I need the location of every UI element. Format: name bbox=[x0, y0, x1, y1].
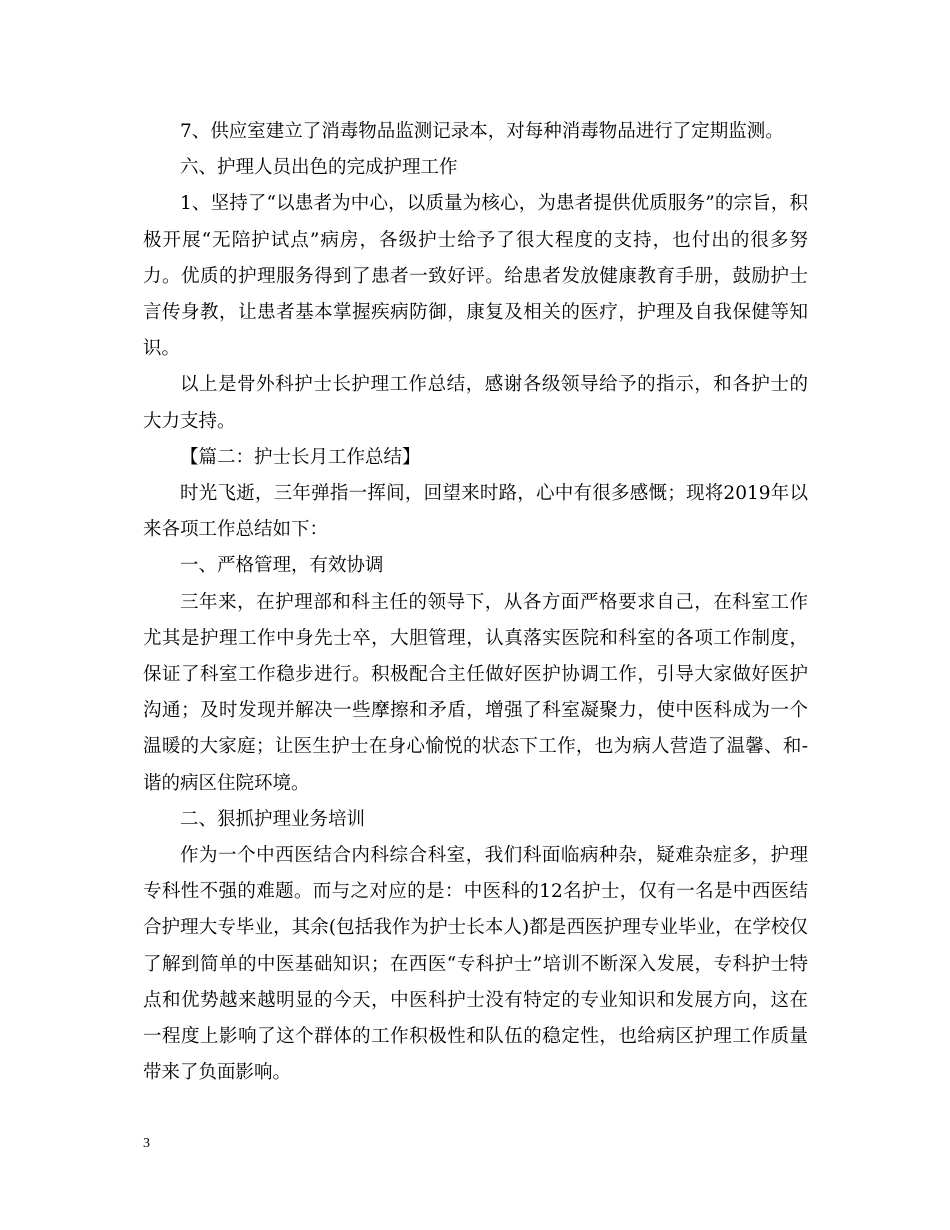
paragraph-summary-thanks: 以上是骨外科护士长护理工作总结，感谢各级领导给予的指示，和各护士的大力支持。 bbox=[143, 374, 808, 432]
paragraph-introduction: 时光飞逝，三年弹指一挥间，回望来时路，心中有很多感慨；现将2019年以来各项工作总结如下： bbox=[143, 483, 808, 541]
document-body bbox=[143, 114, 808, 1091]
section-heading-nursing-staff-work: 六、护理人员出色的完成护理工作 bbox=[180, 157, 458, 179]
section-heading-strict-management: 一、严格管理，有效协调 bbox=[180, 555, 384, 577]
paragraph-patient-centered-service: 1、坚持了“以患者为中心，以质量为核心，为患者提供优质服务”的宗旨，积极开展“无陪护试点”病房，各级护士给予了很大程度的支持，也付出的很多努力。优质的护理服务得到了患者一致好评。给患者发放健康教育手册，鼓励护士言传身教，让患者基本掌握疾病防御，康复及相关的医疗，护理及自我保健等知识。 bbox=[143, 193, 808, 360]
section-heading-business-training: 二、狠抓护理业务培训 bbox=[180, 808, 366, 830]
paragraph-management-details: 三年来，在护理部和科主任的领导下，从各方面严格要求自己，在科室工作尤其是护理工作中身先士卒，大胆管理，认真落实医院和科室的各项工作制度，保证了科室工作稳步进行。积极配合主任做好医护协调工作，引导大家做好医护沟通；及时发现并解决一些摩擦和矛盾，增强了科室凝聚力，使中医科成为一个温暖的大家庭；让医生护士在身心愉悦的状态下工作，也为病人营造了温馨、和-谐的病区住院环境。 bbox=[143, 591, 808, 794]
article-title-part-two: 【篇二：护士长月工作总结】 bbox=[180, 446, 421, 468]
page-number: 3 bbox=[143, 1136, 150, 1151]
paragraph-item-7-disinfection-monitoring: 7、供应室建立了消毒物品监测记录本，对每种消毒物品进行了定期监测。 bbox=[180, 121, 784, 142]
paragraph-training-details: 作为一个中西医结合内科综合科室，我们科面临病种杂，疑难杂症多，护理专科性不强的难题。而与之对应的是：中医科的12名护士，仅有一名是中西医结合护理大专毕业，其余(包括我作为护士长本人)都是西医护理专业毕业，在学校仅了解到简单的中医基础知识；在西医“专科护士”培训不断深入发展，专科护士特点和优势越来越明显的今天，中医科护士没有特定的专业知识和发展方向，这在一程度上影响了这个群体的工作积极性和队伍的稳定性，也给病区护理工作质量带来了负面影响。 bbox=[143, 845, 808, 1084]
